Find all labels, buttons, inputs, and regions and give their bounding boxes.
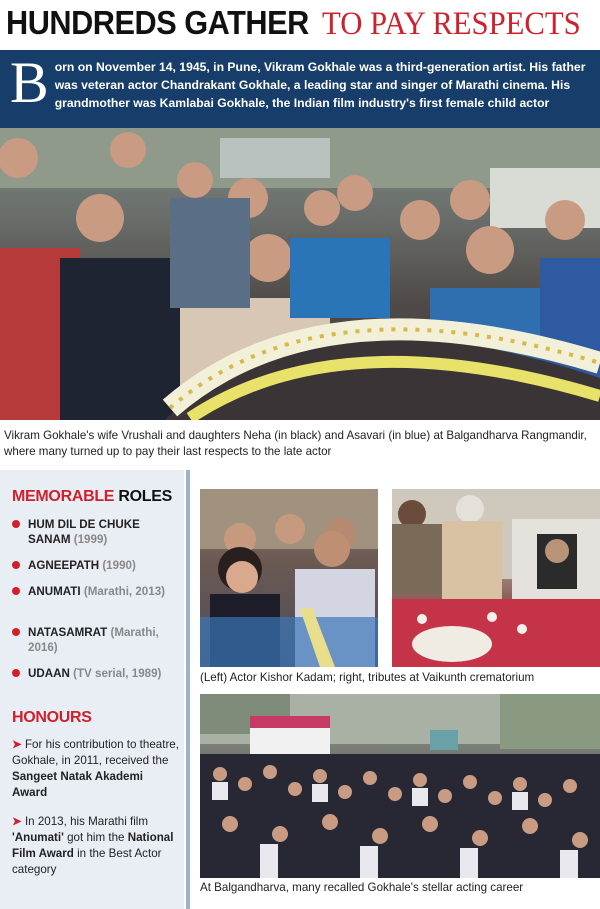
- arrow-icon: ➤: [12, 815, 22, 828]
- bullet-icon: [12, 520, 20, 528]
- headline-black: HUNDREDS GATHER: [6, 4, 309, 41]
- role-item: [12, 558, 178, 573]
- headline: [0, 0, 600, 50]
- honour-award: Sangeet Natak Akademi Award: [12, 770, 144, 799]
- roles-heading-red: MEMORABLE: [12, 488, 115, 505]
- role-item: [12, 517, 178, 547]
- role-name: UDAAN: [28, 667, 70, 680]
- role-item: [12, 666, 178, 681]
- bullet-icon: [12, 587, 20, 595]
- intro-dropcap: B: [10, 50, 49, 115]
- honours-heading: [12, 709, 92, 727]
- honour-text: For his contribution to theatre, Gokhale, in 2011, received the: [12, 738, 179, 767]
- kishor-kadam-photo: [200, 489, 378, 667]
- honour-award: National Film Award: [12, 831, 174, 860]
- honours-heading-text: HONOURS: [12, 709, 92, 726]
- crowd-photo-illustration: [200, 694, 600, 878]
- honour-item: [12, 737, 180, 801]
- main-photo: [0, 128, 600, 420]
- sidebar-divider: [186, 470, 190, 909]
- tributes-photo-illustration: [392, 489, 600, 667]
- role-name: AGNEEPATH: [28, 559, 100, 572]
- bullet-icon: [12, 561, 20, 569]
- honour-item: [12, 814, 180, 878]
- role-item: [12, 625, 178, 655]
- role-name: ANUMATI: [28, 585, 81, 598]
- honour-text: In 2013, his Marathi film: [24, 815, 149, 828]
- honour-film: 'Anumati': [12, 831, 64, 844]
- arrow-icon: ➤: [12, 738, 22, 751]
- honour-text: got him the: [63, 831, 128, 844]
- roles-heading: [12, 488, 172, 506]
- role-year: (1990): [102, 559, 136, 572]
- tributes-photo: [392, 489, 600, 667]
- bullet-icon: [12, 628, 20, 636]
- crowd-photo: [200, 694, 600, 878]
- intro-text: orn on November 14, 1945, in Pune, Vikram Gokhale was a third-generation artist. His father was veteran actor Chandrakant Gokhale, a leading star and singer of Marathi cinema. His grandmother was Kamlabai Gokhale, the Indian film industry's first female child actor: [54, 60, 586, 110]
- role-name: HUM DIL DE CHUKE SANAM: [28, 518, 140, 546]
- role-year: (Marathi, 2013): [83, 585, 166, 598]
- crowd-photo-caption: At Balgandharva, many recalled Gokhale's stellar acting career: [200, 881, 524, 894]
- kishor-photo-illustration: [200, 489, 378, 667]
- mid-photos-caption: (Left) Actor Kishor Kadam; right, tributes at Vaikunth crematorium: [200, 671, 535, 684]
- role-year: (TV serial, 1989): [73, 667, 162, 680]
- roles-heading-dark: ROLES: [118, 488, 172, 505]
- role-item: [12, 584, 178, 599]
- role-year: (Marathi, 2016): [28, 626, 159, 654]
- main-photo-caption: Vikram Gokhale's wife Vrushali and daughters Neha (in black) and Asavari (in blue) at Balgandharva Rangmandir, where many turned up to pay their last respects to the late actor: [4, 429, 587, 458]
- role-year: (1999): [73, 533, 108, 546]
- main-photo-illustration: [0, 128, 600, 420]
- honour-text: in the Best Actor category: [12, 847, 162, 876]
- headline-red: TO PAY RESPECTS: [322, 6, 581, 42]
- intro-band: [0, 50, 600, 128]
- bullet-icon: [12, 669, 20, 677]
- role-name: NATASAMRAT: [28, 626, 108, 639]
